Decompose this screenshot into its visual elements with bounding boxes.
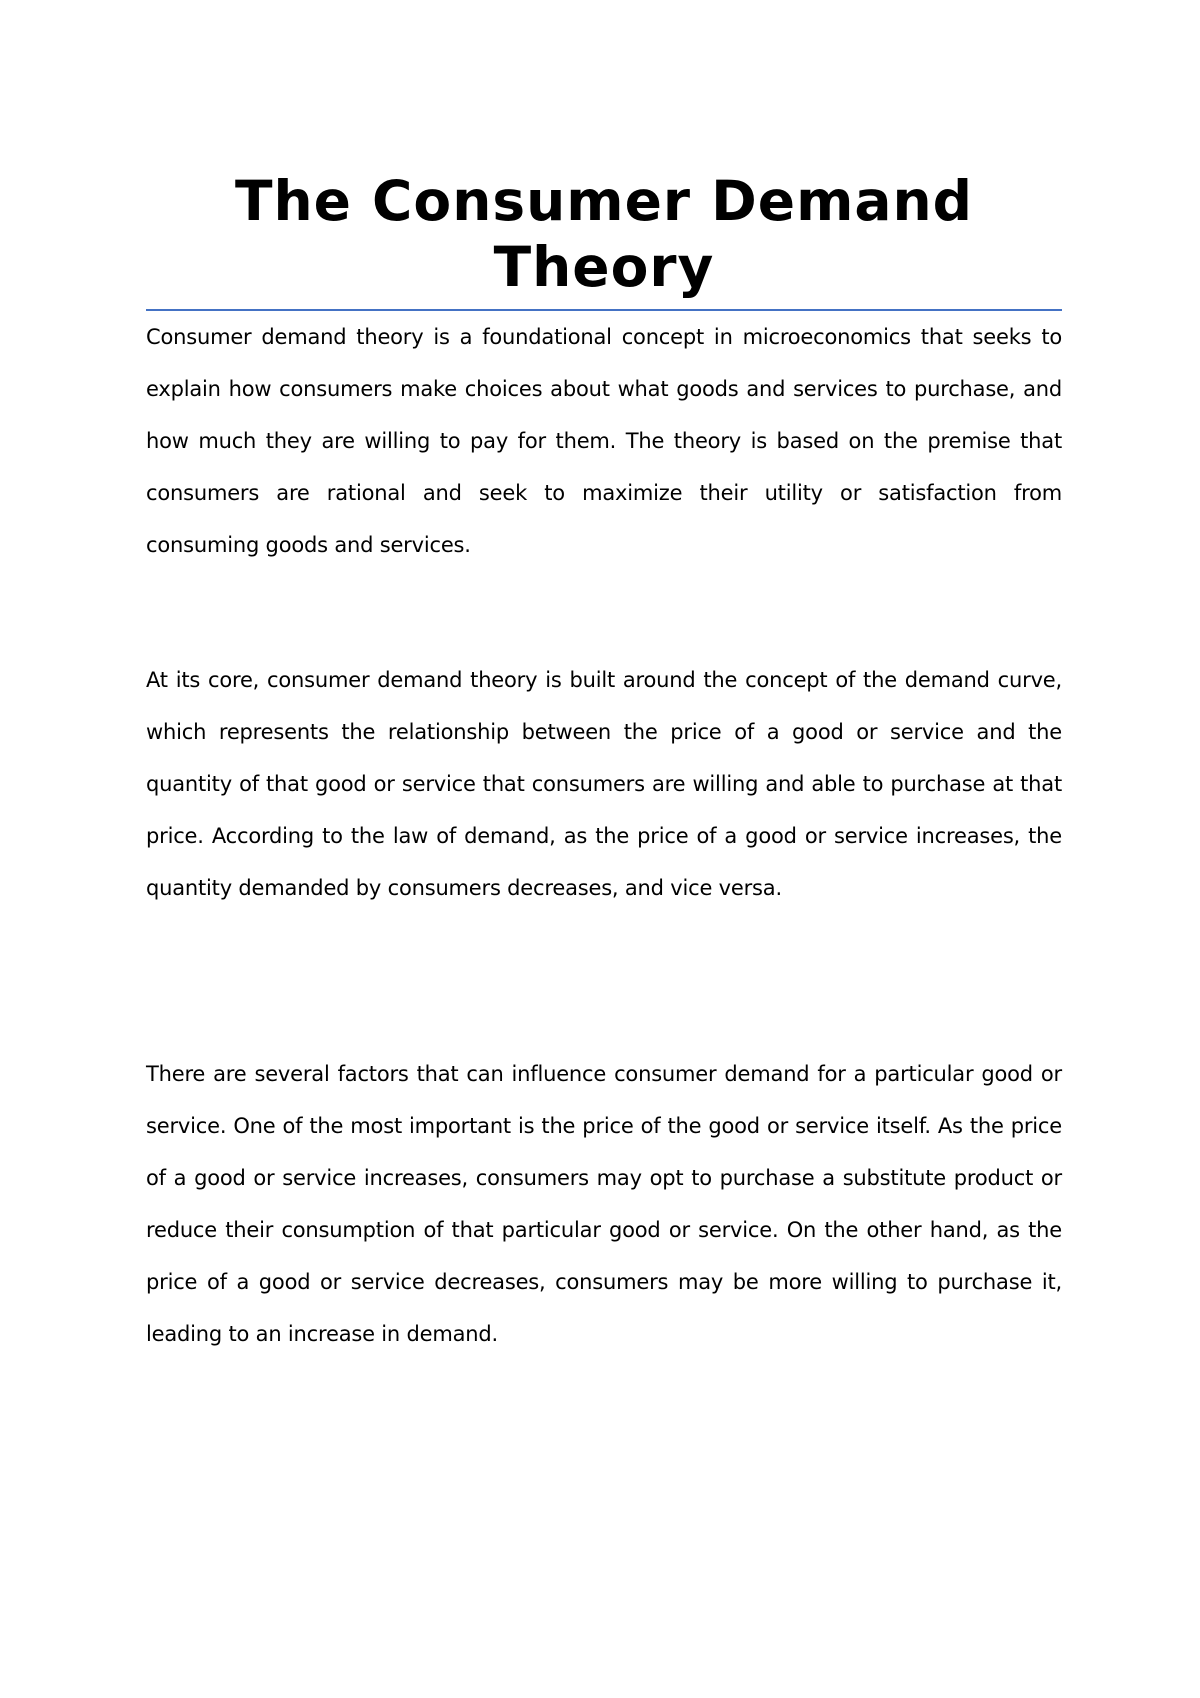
paragraph-factors: There are several factors that can influence consumer demand for a particular good or service. One of the most important is the price of the good or service itself. As the price of a good or service increases, consumers may opt to purchase a substitute product or reduce their consumption of that particular good or service. On the other hand, as the price of a good or service decreases, consumers may be more willing to purchase it, leading to an increase in demand. — [146, 1062, 1062, 1346]
page-title: The Consumer Demand Theory — [234, 169, 974, 299]
paragraph-intro: Consumer demand theory is a foundational concept in microeconomics that seeks to explain how consumers make choices about what goods and services to purchase, and how much they are willing to pay for them. The theory is based on the premise that consumers are rational and seek to maximize their utility or satisfaction from consuming goods and services. — [146, 325, 1062, 557]
paragraph-demand-curve: At its core, consumer demand theory is built around the concept of the demand curve, which represents the relationship between the price of a good or service and the quantity of that good or service that consumers are willing and able to purchase at that price. According to the law of demand, as the price of a good or service increases, the quantity demanded by consumers decreases, and vice versa. — [146, 668, 1062, 900]
